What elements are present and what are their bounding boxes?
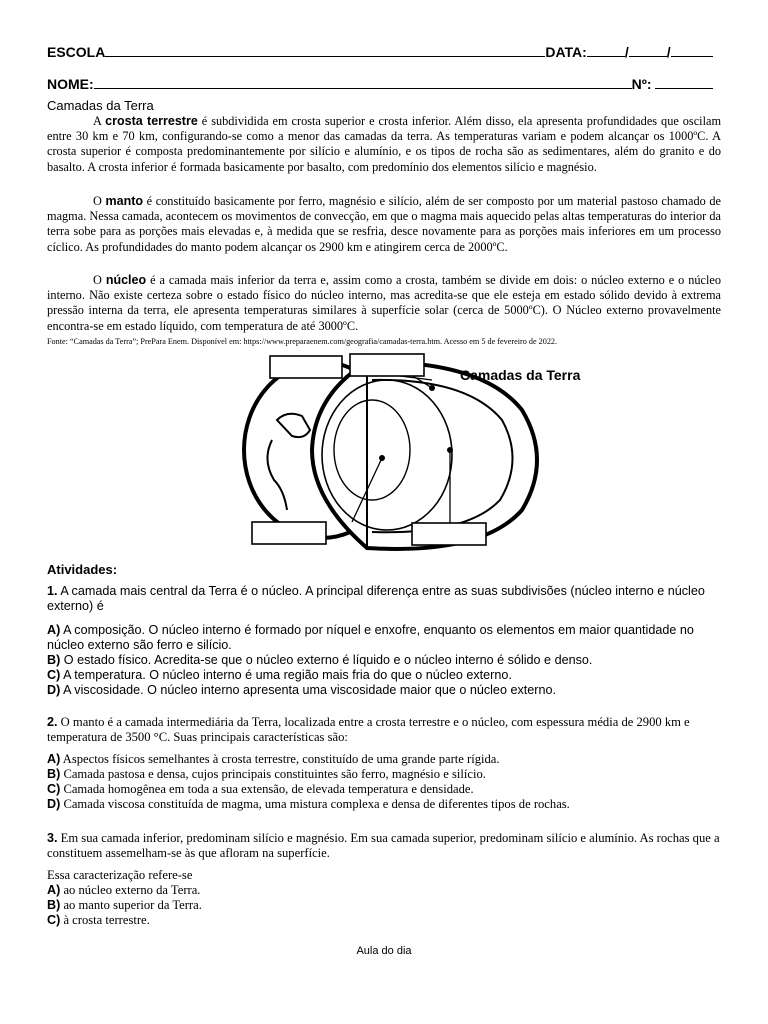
option-b[interactable] bbox=[47, 898, 727, 913]
option-letter: A) bbox=[47, 883, 61, 897]
question-2-options bbox=[47, 752, 727, 812]
option-text: Camada homogênea em toda a sua extensão, de elevada temperatura e densidade. bbox=[60, 782, 474, 796]
label-box-top[interactable] bbox=[350, 354, 424, 376]
date-day-field[interactable] bbox=[587, 43, 625, 57]
p1-prefix: A bbox=[93, 114, 106, 128]
date-year-field[interactable] bbox=[671, 43, 713, 57]
figure-title: Camadas da Terra bbox=[460, 367, 581, 383]
label-box-bottom-right[interactable] bbox=[412, 523, 486, 545]
p1-text: é subdividida em crosta superior e crosta inferior. Além disso, ela apresenta profundidades que oscilam entre 30 km e 70 km, configurando-se como a menor das camadas da terra. As temperaturas variam e podem alcançar os 1000ºC. A crosta superior é composta predominantemente por silício e alumínio, e os tipos de rocha são as sedimentares, além do granito e do basalto. A crosta inferior é formada basicamente por basalto, com predomínio dos elementos silício e magnésio. bbox=[47, 114, 722, 174]
option-b[interactable] bbox=[47, 653, 727, 668]
option-letter: B) bbox=[47, 653, 61, 667]
page-footer: Aula do dia bbox=[356, 945, 412, 957]
page-title: Camadas da Terra bbox=[47, 98, 154, 113]
option-letter: C) bbox=[47, 782, 61, 796]
question-3-options bbox=[47, 883, 727, 928]
option-letter: A) bbox=[47, 752, 61, 766]
date-separator: / bbox=[624, 44, 629, 60]
p3-text: é a camada mais inferior da terra e, assim como a crosta, também se divide em dois: o núcleo externo e o núcleo interno. Não existe certeza sobre o estado físico do núcleo interno, mas acredita-se que ele esteja em estado sólido devido à extrema pressão interna da terra, ele apresenta temperaturas similares à superfície solar (cerca de 5000ºC). O Núcleo externo provavelmente encontra-se em estado líquido, com temperatura de até 3000ºC. bbox=[47, 273, 721, 333]
date-separator: / bbox=[666, 44, 671, 60]
question-1-stem bbox=[47, 584, 727, 614]
option-d[interactable] bbox=[47, 797, 727, 812]
question-text: O manto é a camada intermediária da Terra, localizada entre a crosta terrestre e o núcleo, com espessura média de 2900 km e temperatura de 3500 °C. Suas principais características são: bbox=[47, 715, 690, 744]
p3-prefix: O bbox=[93, 273, 106, 287]
question-3-lead: Essa caracterização refere-se bbox=[47, 868, 193, 882]
option-letter: C) bbox=[47, 668, 61, 682]
question-3-stem bbox=[47, 831, 727, 861]
option-text: A temperatura. O núcleo interno é uma região mais fria do que o núcleo externo. bbox=[60, 668, 512, 682]
question-2 bbox=[47, 715, 727, 812]
option-a[interactable] bbox=[47, 883, 727, 898]
p1-keyword: crosta terrestre bbox=[105, 114, 198, 128]
option-c[interactable] bbox=[47, 782, 727, 797]
question-number: 3. bbox=[47, 831, 58, 845]
option-letter: A) bbox=[47, 623, 61, 637]
p2-text: é constituído basicamente por ferro, magnésio e silício, além de ser composto por um material pastoso chamado de magma. Nessa camada, acontecem os movimentos de convecção, em que o magma mais aquecido pelas altas temperaturas do interior da terra sobe para as porções mais elevadas e, à medida que se resfria, desce novamente para as porções mais inferiores em um processo cíclico. As profundidades do manto podem alcançar os 2900 km e atingirem cerca de 2000ºC. bbox=[47, 194, 721, 254]
label-box-top-left[interactable] bbox=[270, 356, 342, 378]
option-letter: C) bbox=[47, 913, 61, 927]
option-text: A viscosidade. O núcleo interno apresenta uma viscosidade maior que o núcleo externo. bbox=[60, 683, 556, 697]
earth-cutaway bbox=[312, 362, 537, 549]
earth-layers-figure bbox=[232, 350, 612, 555]
option-a[interactable] bbox=[47, 752, 727, 767]
option-text: à crosta terrestre. bbox=[60, 913, 150, 927]
option-d[interactable] bbox=[47, 683, 727, 698]
pointer-dot bbox=[447, 447, 453, 453]
option-text: Aspectos físicos semelhantes à crosta terrestre, constituído de uma grande parte rígida. bbox=[60, 752, 500, 766]
pointer-dot bbox=[379, 455, 385, 461]
question-text: Em sua camada inferior, predominam silício e magnésio. Em sua camada superior, predominam silício e alumínio. As rochas que a constituem assemelham-se às que afloram na superfície. bbox=[47, 831, 720, 860]
question-1 bbox=[47, 584, 727, 698]
question-number: 1. bbox=[47, 584, 58, 598]
activities-title: Atividades: bbox=[47, 562, 118, 577]
option-a[interactable] bbox=[47, 623, 727, 653]
option-text: ao manto superior da Terra. bbox=[60, 898, 202, 912]
option-letter: D) bbox=[47, 797, 61, 811]
question-3 bbox=[47, 831, 727, 928]
school-field[interactable] bbox=[105, 43, 545, 57]
question-text: A camada mais central da Terra é o núcleo. A principal diferença entre as suas subdivisões (núcleo interno e núcleo externo) é bbox=[47, 584, 705, 613]
pointer-dot bbox=[429, 385, 435, 391]
p2-keyword: manto bbox=[105, 194, 143, 208]
label-box-bottom-left[interactable] bbox=[252, 522, 326, 544]
header-name-line bbox=[47, 75, 713, 92]
paragraph-crosta bbox=[47, 114, 721, 175]
p3-keyword: núcleo bbox=[105, 273, 147, 287]
option-text: Camada viscosa constituída de magma, uma mistura complexa e densa de diferentes tipos de rochas. bbox=[60, 797, 570, 811]
option-c[interactable] bbox=[47, 668, 727, 683]
school-label: ESCOLA bbox=[47, 44, 106, 60]
option-letter: B) bbox=[47, 767, 61, 781]
option-text: A composição. O núcleo interno é formado por níquel e enxofre, enquanto os elementos em maior quantidade no núcleo externo são ferro e silício. bbox=[47, 623, 694, 652]
number-label: Nº: bbox=[631, 76, 652, 92]
name-label: NOME: bbox=[47, 76, 94, 92]
option-b[interactable] bbox=[47, 767, 727, 782]
date-label: DATA: bbox=[545, 44, 587, 60]
paragraph-manto bbox=[47, 194, 721, 255]
option-text: O estado físico. Acredita-se que o núcleo externo é líquido e o núcleo interno é sólido e denso. bbox=[60, 653, 593, 667]
source-citation: Fonte: “Camadas da Terra”; PrePara Enem. Disponível em: https://www.preparaenem.com/geografia/camadas-terra.htm. Acesso em 5 de fevereiro de 2022. bbox=[47, 337, 558, 346]
question-2-stem bbox=[47, 715, 727, 745]
number-field[interactable] bbox=[655, 75, 713, 89]
paragraph-nucleo bbox=[47, 273, 721, 334]
question-number: 2. bbox=[47, 715, 58, 729]
question-1-options bbox=[47, 623, 727, 698]
option-text: Camada pastosa e densa, cujos principais constituintes são ferro, magnésio e silício. bbox=[60, 767, 486, 781]
header-school-line bbox=[47, 43, 713, 60]
name-field[interactable] bbox=[94, 75, 632, 89]
option-text: ao núcleo externo da Terra. bbox=[60, 883, 201, 897]
date-month-field[interactable] bbox=[629, 43, 667, 57]
option-c[interactable] bbox=[47, 913, 727, 928]
option-letter: B) bbox=[47, 898, 61, 912]
option-letter: D) bbox=[47, 683, 61, 697]
p2-prefix: O bbox=[93, 194, 106, 208]
